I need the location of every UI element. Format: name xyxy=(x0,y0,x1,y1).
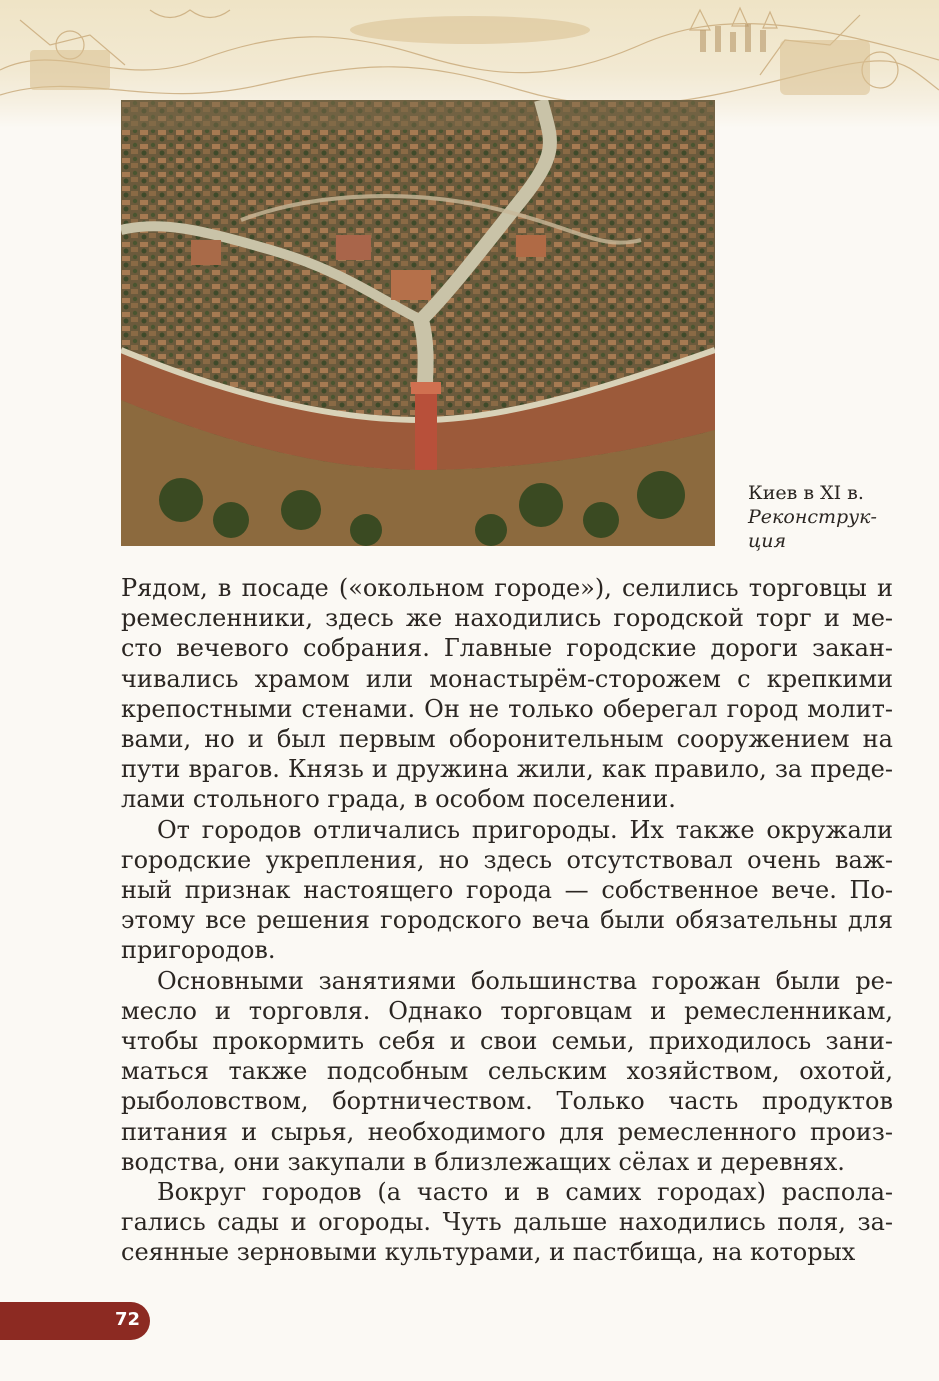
kiev-city-model-photo xyxy=(121,100,715,546)
figure-caption xyxy=(748,481,918,553)
caption-title: Киев в XI в. xyxy=(748,482,864,504)
page-number: 72 xyxy=(114,1309,140,1330)
body-text xyxy=(121,573,893,1268)
paragraph-2: От городов отличались пригороды. Их также окружали городские укрепления, но здесь отсутствовал очень важный признак настоящего города — собственное вече. Поэтому все решения городского веча были обязательны для пригородов. xyxy=(121,815,893,965)
caption-subtitle: Реконструкция xyxy=(748,506,877,552)
paragraph-4: Вокруг городов (а часто и в самих городах) располагались сады и огороды. Чуть дальше находились поля, засеянные зерновыми культурами, и пастбища, на которых xyxy=(121,1178,893,1267)
paragraph-1: Рядом, в посаде («окольном городе»), селились торговцы и ремесленники, здесь же находились городской торг и место вечевого собрания. Главные городские дороги заканчивались храмом или монастырём-сторожем с крепкими крепостными стенами. Он не только оберегал город молитвами, но и был первым оборонительным сооружением на пути врагов. Князь и дружина жили, как правило, за пределами стольного града, в особом поселении. xyxy=(121,574,893,814)
city-model-image xyxy=(121,100,715,546)
page-number-tab xyxy=(0,1302,150,1340)
paragraph-3: Основными занятиями большинства горожан были ремесло и торговля. Однако торговцам и ремесленникам, чтобы прокормить себя и свои семьи, приходилось заниматься также подсобным сельским хозяйством, охотой, рыболовством, бортничеством. Только часть продуктов питания и сырья, необходимого для ремесленного производства, они закупали в близлежащих сёлах и деревнях. xyxy=(121,966,893,1176)
